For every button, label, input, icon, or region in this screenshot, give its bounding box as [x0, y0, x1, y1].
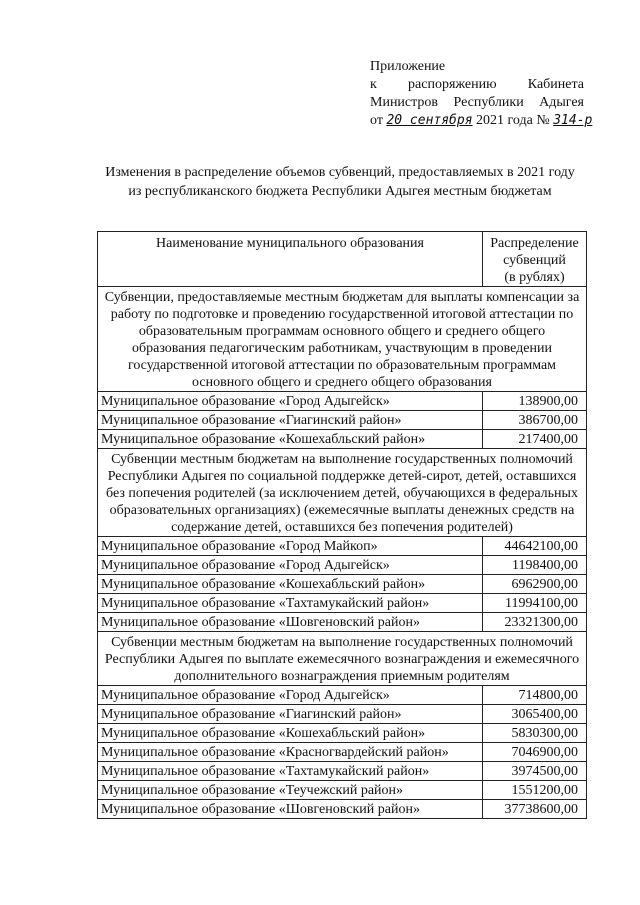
- table-row: [98, 537, 587, 556]
- municipality-name: Муниципальное образование «Шовгеновский район»: [98, 800, 483, 819]
- header-value-line: Распределение: [490, 236, 579, 251]
- appendix-word: Адыгея: [539, 95, 584, 110]
- section-row: [98, 287, 587, 392]
- municipality-name: Муниципальное образование «Гиагинский район»: [98, 705, 483, 724]
- municipality-name: Муниципальное образование «Кошехабльский район»: [98, 575, 483, 594]
- appendix-word: распоряжению: [408, 77, 497, 92]
- appendix-line3: [370, 94, 584, 112]
- appendix-word: Кабинета: [527, 77, 584, 92]
- appendix-block: [370, 58, 593, 130]
- subvention-amount: 11994100,00: [483, 594, 587, 613]
- municipality-name: Муниципальное образование «Город Адыгейск»: [98, 392, 483, 411]
- header-value-line: (в рублях): [504, 270, 565, 285]
- municipality-name: Муниципальное образование «Город Майкоп»: [98, 537, 483, 556]
- subvention-amount: 6962900,00: [483, 575, 587, 594]
- header-value-line: субвенций: [503, 253, 566, 268]
- table-row: [98, 724, 587, 743]
- section-row: [98, 632, 587, 686]
- table-row: [98, 411, 587, 430]
- municipality-name: Муниципальное образование «Красногвардейский район»: [98, 743, 483, 762]
- handwritten-date: 20 сентября: [386, 113, 473, 128]
- subvention-amount: 217400,00: [483, 430, 587, 449]
- table-row: [98, 556, 587, 575]
- table-row: [98, 686, 587, 705]
- table-row: [98, 781, 587, 800]
- table-row: [98, 392, 587, 411]
- handwritten-number: 314-р: [553, 113, 593, 128]
- municipality-name: Муниципальное образование «Гиагинский район»: [98, 411, 483, 430]
- municipality-name: Муниципальное образование «Кошехабльский район»: [98, 430, 483, 449]
- appendix-line1: Приложение: [370, 59, 446, 74]
- table-row: [98, 613, 587, 632]
- table-row: [98, 575, 587, 594]
- section-title: Субвенции, предоставляемые местным бюджетам для выплаты компенсации за работу по подготовке и проведению государственной итоговой аттестации по образовательным программам основного общего и среднего общего образования педагогическим работникам, участвующим в проведении государственной итоговой аттестации по образовательным программам основного общего и среднего общего образования: [98, 287, 587, 392]
- table-row: [98, 430, 587, 449]
- table-header-row: [98, 232, 587, 287]
- table-row: [98, 743, 587, 762]
- document-title: Изменения в распределение объемов субвенций, предоставляемых в 2021 году из республиканского бюджета Республики Адыгея местным бюджетам: [105, 165, 575, 199]
- municipality-name: Муниципальное образование «Кошехабльский район»: [98, 724, 483, 743]
- section-title: Субвенции местным бюджетам на выполнение государственных полномочий Республики Адыгея по социальной поддержке детей-сирот, детей, оставшихся без попечения родителей (за исключением детей, обучающихся в федеральных образовательных организациях) (ежемесячные выплаты денежных средств на содержание детей, оставшихся без попечения родителей): [98, 449, 587, 537]
- header-value-cell: [483, 232, 587, 287]
- appendix-date-line: [370, 112, 593, 130]
- municipality-name: Муниципальное образование «Город Адыгейск»: [98, 686, 483, 705]
- subvention-amount: 714800,00: [483, 686, 587, 705]
- municipality-name: Муниципальное образование «Город Адыгейск»: [98, 556, 483, 575]
- appendix-line2: [370, 76, 584, 94]
- table-row: [98, 594, 587, 613]
- subvention-amount: 1198400,00: [483, 556, 587, 575]
- subvention-amount: 138900,00: [483, 392, 587, 411]
- municipality-name: Муниципальное образование «Теучежский район»: [98, 781, 483, 800]
- subvention-amount: 44642100,00: [483, 537, 587, 556]
- subvention-amount: 3974500,00: [483, 762, 587, 781]
- table-row: [98, 800, 587, 819]
- subventions-table: [97, 231, 587, 819]
- subvention-amount: 5830300,00: [483, 724, 587, 743]
- municipality-name: Муниципальное образование «Тахтамукайский район»: [98, 594, 483, 613]
- municipality-name: Муниципальное образование «Тахтамукайский район»: [98, 762, 483, 781]
- subvention-amount: 37738600,00: [483, 800, 587, 819]
- subvention-amount: 1551200,00: [483, 781, 587, 800]
- table-row: [98, 705, 587, 724]
- header-name-cell: Наименование муниципального образования: [98, 232, 483, 287]
- subvention-amount: 23321300,00: [483, 613, 587, 632]
- section-title: Субвенции местным бюджетам на выполнение государственных полномочий Республики Адыгея по выплате ежемесячного вознаграждения и ежемесячного дополнительного вознаграждения приемным родителям: [98, 632, 587, 686]
- date-prefix: от: [370, 113, 383, 128]
- appendix-word: Министров: [370, 95, 439, 110]
- table-row: [98, 762, 587, 781]
- subvention-amount: 386700,00: [483, 411, 587, 430]
- section-row: [98, 449, 587, 537]
- subvention-amount: 7046900,00: [483, 743, 587, 762]
- date-year: 2021 года №: [476, 113, 550, 128]
- appendix-word: к: [370, 77, 377, 92]
- subvention-amount: 3065400,00: [483, 705, 587, 724]
- appendix-word: Республики: [453, 95, 524, 110]
- municipality-name: Муниципальное образование «Шовгеновский район»: [98, 613, 483, 632]
